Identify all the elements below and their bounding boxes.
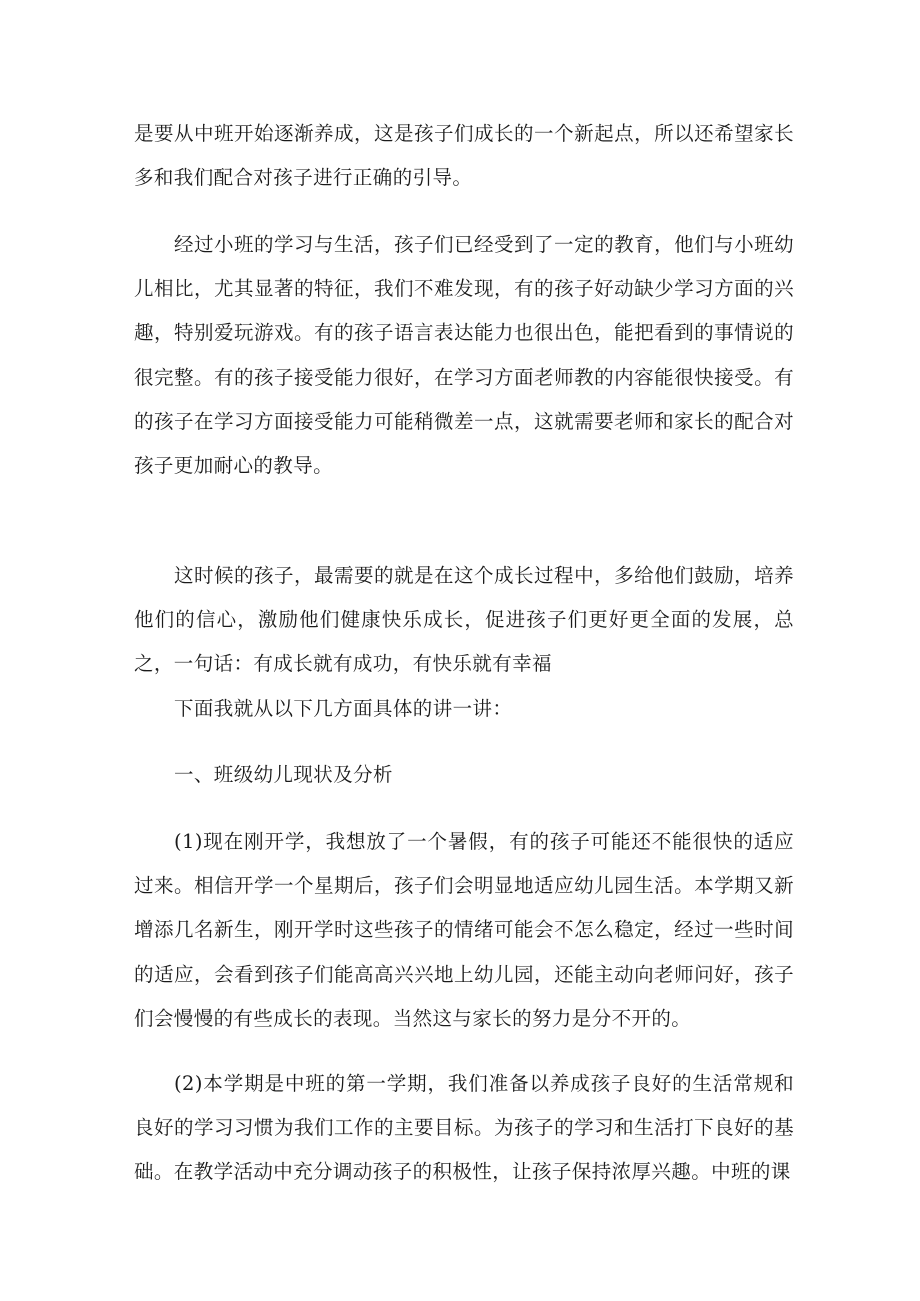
section-heading-class-status: 一、班级幼儿现状及分析	[174, 763, 393, 786]
paragraph-intro: 下面我就从以下几方面具体的讲一讲：	[174, 697, 513, 720]
paragraph-encouragement: 这时候的孩子，最需要的就是在这个成长过程中，多给他们鼓励，培养他们的信心，激励他们健康快乐成长，促进孩子们更好更全面的发展，总之，一句话：有成长就有成功，有快乐就有幸福	[134, 564, 794, 676]
paragraph-continuation: 是要从中班开始逐渐养成，这是孩子们成长的一个新起点，所以还希望家长多和我们配合对孩子进行正确的引导。	[134, 122, 794, 190]
paragraph-item-1: (1)现在刚开学，我想放了一个暑假，有的孩子可能还不能很快的适应过来。相信开学一个星期后，孩子们会明显地适应幼儿园生活。本学期又新增添几名新生，刚开学时这些孩子的情绪可能会不怎么稳定，经过一些时间的适应，会看到孩子们能高高兴兴地上幼儿园，还能主动向老师问好，孩子们会慢慢的有些成长的表现。当然这与家长的努力是分不开的。	[134, 830, 794, 1030]
paragraph-item-2: (2)本学期是中班的第一学期，我们准备以养成孩子良好的生活常规和良好的学习习惯为我们工作的主要目标。为孩子的学习和生活打下良好的基础。在教学活动中充分调动孩子的积极性，让孩子保持浓厚兴趣。中班的课	[134, 1072, 794, 1184]
paragraph-child-development: 经过小班的学习与生活，孩子们已经受到了一定的教育，他们与小班幼儿相比，尤其显著的特征，我们不难发现，有的孩子好动缺少学习方面的兴趣，特别爱玩游戏。有的孩子语言表达能力也很出色，能把看到的事情说的很完整。有的孩子接受能力很好，在学习方面老师教的内容能很快接受。有的孩子在学习方面接受能力可能稍微差一点，这就需要老师和家长的配合对孩子更加耐心的教导。	[134, 233, 794, 478]
